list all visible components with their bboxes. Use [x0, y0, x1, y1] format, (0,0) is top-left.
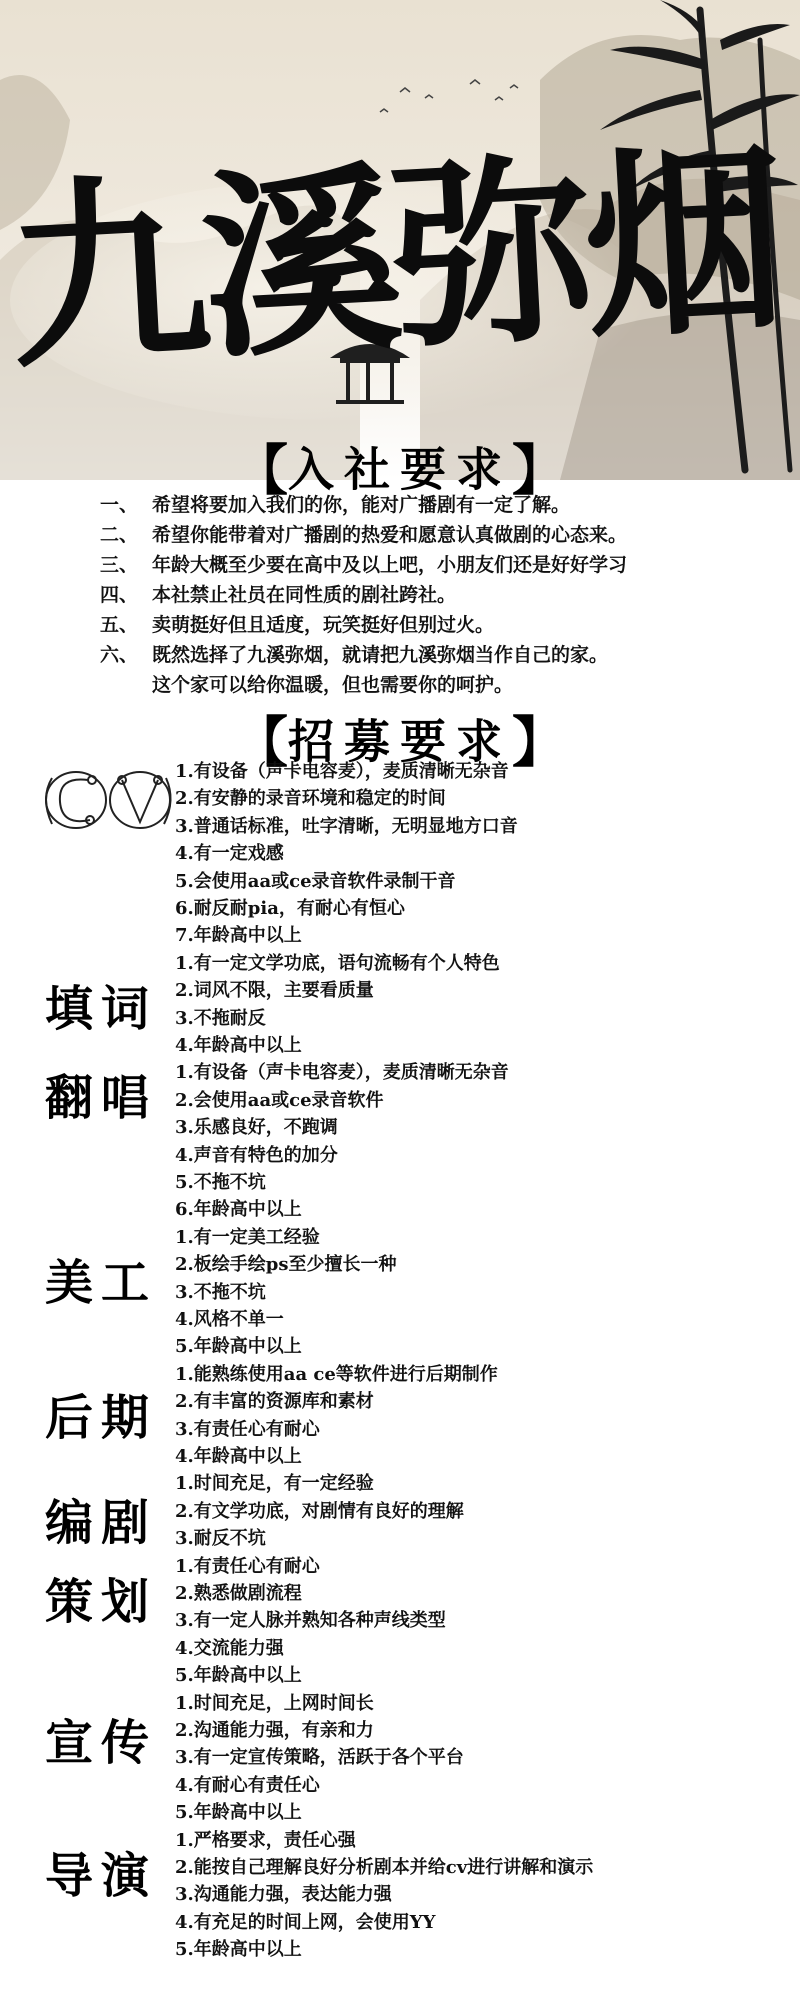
- requirement-item: 2.能按自己理解良好分析剧本并给cv进行讲解和演示: [175, 1856, 594, 1878]
- requirement-item: 4.有一定戏感: [175, 843, 284, 865]
- item-text: 既然选择了九溪弥烟，就请把九溪弥烟当作自己的家。: [152, 644, 609, 666]
- list-item: [100, 580, 800, 610]
- requirement-item: 5.年龄高中以上: [175, 1802, 302, 1824]
- item-number: 六、: [100, 644, 139, 666]
- requirement-item: 1.有一定文学功底，语句流畅有个人特色: [175, 952, 500, 974]
- item-text: 年龄大概至少要在高中及以上吧，小朋友们还是好好学习: [152, 554, 628, 576]
- requirement-item: 1.能熟练使用aa ce等软件进行后期制作: [175, 1363, 498, 1385]
- requirement-item: 5.会使用aa或ce录音软件录制干音: [175, 870, 456, 892]
- requirement-item: 2.有丰富的资源库和素材: [175, 1391, 374, 1413]
- ink-landscape-banner: [0, 0, 800, 480]
- calligraphy-logo-title: 九溪弥烟: [3, 121, 783, 397]
- list-item: [100, 490, 800, 520]
- item-text: 本社禁止社员在同性质的剧社跨社。: [152, 584, 457, 606]
- requirement-item: 1.有设备（声卡电容麦），麦质清晰无杂音: [175, 1062, 509, 1084]
- list-item: [100, 610, 800, 640]
- list-item: [100, 520, 800, 550]
- requirement-item: 5.年龄高中以上: [175, 1939, 302, 1961]
- requirement-item: 3.不拖不坑: [175, 1281, 266, 1303]
- requirement-item: 4.声音有特色的加分: [175, 1144, 338, 1166]
- role-name-planner: 策划: [45, 1573, 158, 1630]
- requirement-item: 1.时间充足，有一定经验: [175, 1473, 374, 1495]
- requirement-item: 5.不拖不坑: [175, 1171, 266, 1193]
- requirement-item: 3.普通话标准，吐字清晰，无明显地方口音: [175, 815, 518, 837]
- requirements-list-director: [175, 1827, 593, 1964]
- requirement-item: 2.有安静的录音环境和稳定的时间: [175, 788, 446, 810]
- item-text: 希望你能带着对广播剧的热爱和愿意认真做剧的心态来。: [152, 524, 628, 546]
- requirement-item: 2.有文学功底，对剧情有良好的理解: [175, 1500, 464, 1522]
- requirements-list-planner: [175, 1553, 446, 1690]
- requirement-item: 5.年龄高中以上: [175, 1665, 302, 1687]
- list-item: [100, 550, 800, 580]
- item-text: 希望将要加入我们的你，能对广播剧有一定了解。: [152, 494, 571, 516]
- item-number: 二、: [100, 524, 139, 546]
- item-number: 三、: [100, 554, 139, 576]
- requirement-item: 2.词风不限，主要看质量: [175, 980, 374, 1002]
- requirements-list-publicity: [175, 1690, 464, 1827]
- requirement-item: 3.耐反不坑: [175, 1528, 266, 1550]
- list-item: [100, 640, 800, 670]
- requirement-item: 3.有一定人脉并熟知各种声线类型: [175, 1610, 446, 1632]
- requirement-item: 3.有一定宣传策略，活跃于各个平台: [175, 1747, 464, 1769]
- requirement-item: 6.年龄高中以上: [175, 1199, 302, 1221]
- requirements-list-cover-singer: [175, 1059, 509, 1223]
- role-name-director: 导演: [45, 1847, 158, 1904]
- right-bracket: 】: [512, 710, 566, 774]
- requirement-item: 2.熟悉做剧流程: [175, 1582, 302, 1604]
- list-item-continuation: 这个家可以给你温暖，但也需要你的呵护。: [152, 674, 514, 696]
- requirement-item: 5.年龄高中以上: [175, 1336, 302, 1358]
- role-name-post-production: 后期: [45, 1389, 158, 1446]
- left-bracket: 【: [234, 710, 288, 774]
- requirement-item: 2.会使用aa或ce录音软件: [175, 1089, 384, 1111]
- recruit-requirements-title: 招募要求: [288, 714, 512, 769]
- role-name-scriptwriter: 编剧: [45, 1495, 158, 1552]
- requirement-item: 1.有设备（声卡电容麦），麦质清晰无杂音: [175, 761, 509, 782]
- item-number: 四、: [100, 584, 139, 606]
- requirement-item: 4.有耐心有责任心: [175, 1774, 320, 1796]
- item-text: 卖萌挺好但且适度，玩笑挺好但别过火。: [152, 614, 495, 636]
- requirement-item: 3.沟通能力强，表达能力强: [175, 1884, 392, 1906]
- requirement-item: 4.年龄高中以上: [175, 1034, 302, 1056]
- requirement-item: 3.乐感良好，不跑调: [175, 1117, 338, 1139]
- item-number: 五、: [100, 614, 139, 636]
- requirement-item: 1.有一定美工经验: [175, 1226, 320, 1248]
- requirement-item: 1.严格要求，责任心强: [175, 1829, 356, 1851]
- join-requirements-title: 入社要求: [288, 442, 512, 497]
- requirement-item: 1.有责任心有耐心: [175, 1555, 320, 1577]
- requirements-list-scriptwriter: [175, 1470, 464, 1552]
- right-bracket: 】: [512, 438, 566, 502]
- left-bracket: 【: [234, 438, 288, 502]
- cv-ornate-letters: [38, 758, 178, 848]
- requirement-item: 4.年龄高中以上: [175, 1445, 302, 1467]
- requirement-item: 4.交流能力强: [175, 1637, 284, 1659]
- role-name-artist: 美工: [45, 1254, 158, 1311]
- join-requirements-list: [100, 490, 800, 700]
- requirement-item: 4.有充足的时间上网，会使用YY: [175, 1911, 436, 1933]
- requirement-item: 2.沟通能力强，有亲和力: [175, 1719, 374, 1741]
- requirements-list-lyricist: [175, 950, 500, 1060]
- requirement-item: 4.风格不单一: [175, 1308, 284, 1330]
- role-name-lyricist: 填词: [45, 980, 158, 1037]
- requirements-list-cv: [175, 758, 518, 950]
- role-name-cover-singer: 翻唱: [45, 1070, 158, 1127]
- item-number: 一、: [100, 494, 139, 516]
- requirements-list-post-production: [175, 1361, 498, 1471]
- requirements-list-artist: [175, 1224, 397, 1361]
- role-name-publicity: 宣传: [45, 1714, 158, 1771]
- requirement-item: 3.不拖耐反: [175, 1007, 266, 1029]
- requirement-item: 2.板绘手绘ps至少擅长一种: [175, 1254, 397, 1276]
- requirement-item: 6.耐反耐pia，有耐心有恒心: [175, 897, 405, 919]
- requirement-item: 3.有责任心有耐心: [175, 1418, 320, 1440]
- requirement-item: 1.时间充足，上网时间长: [175, 1692, 374, 1714]
- requirement-item: 7.年龄高中以上: [175, 925, 302, 947]
